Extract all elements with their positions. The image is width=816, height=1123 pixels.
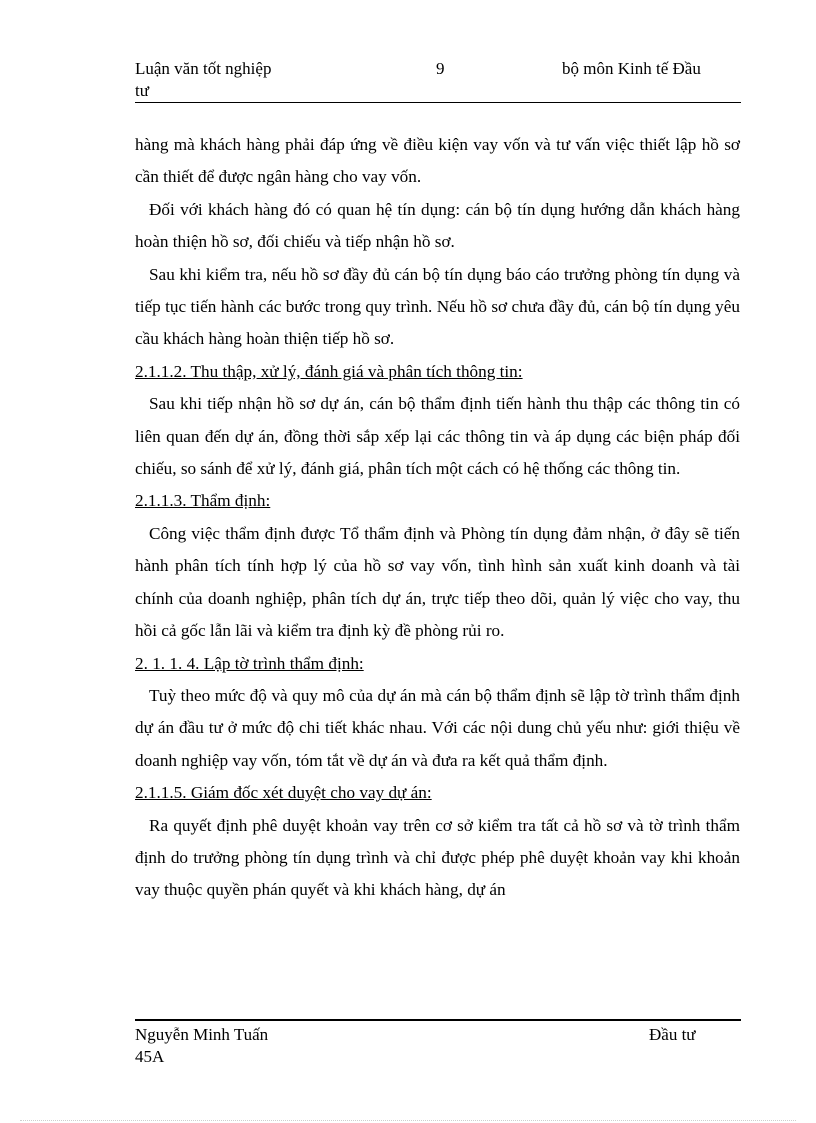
section-heading-2-1-1-2: 2.1.1.2. Thu thập, xử lý, đánh giá và phân tích thông tin: — [135, 361, 523, 381]
header-department: bộ môn Kinh tế Đầu — [562, 59, 701, 78]
paragraph-6: Tuỳ theo mức độ và quy mô của dự án mà cán bộ thẩm định sẽ lập tờ trình thẩm định dự án đầu tư ở mức độ chi tiết khác nhau. Với các nội dung chủ yếu như: giới thiệu về doanh nghiệp vay vốn, tóm tắt về dự án và đưa ra kết quả thẩm định. — [135, 685, 740, 770]
header-department-cont: tư — [135, 81, 149, 100]
paragraph-7: Ra quyết định phê duyệt khoản vay trên cơ sở kiểm tra tất cả hồ sơ và tờ trình thẩm định do trưởng phòng tín dụng trình và chỉ được phép phê duyệt khoản vay khi khoản vay thuộc quyền phán quyết và khi khách hàng, dự án — [135, 815, 740, 900]
section-heading-2-1-1-3: 2.1.1.3. Thẩm định: — [135, 491, 271, 511]
page-header — [135, 58, 741, 103]
paragraph-3: Sau khi kiểm tra, nếu hồ sơ đầy đủ cán bộ tín dụng báo cáo trưởng phòng tín dụng và tiếp tục tiến hành các bước trong quy trình. Nếu hồ sơ chưa đầy đủ, cán bộ tín dụng yêu cầu khách hàng hoàn thiện tiếp hồ sơ. — [135, 264, 740, 349]
paragraph-4: Sau khi tiếp nhận hồ sơ dự án, cán bộ thẩm định tiến hành thu thập các thông tin có liên quan đến dự án, đồng thời sắp xếp lại các thông tin và áp dụng các biện pháp đối chiếu, so sánh để xử lý, đánh giá, phân tích một cách có hệ thống các thông tin. — [135, 394, 740, 479]
header-thesis-title: Luận văn tốt nghiệp — [135, 59, 272, 78]
footer-class: 45A — [135, 1047, 165, 1066]
footer-divider — [135, 1019, 741, 1021]
footer-department: Đầu tư — [649, 1025, 696, 1044]
page-body — [135, 129, 740, 907]
page-number: 9 — [436, 59, 445, 78]
footer-author: Nguyễn Minh Tuấn — [135, 1025, 269, 1044]
paragraph-5: Công việc thẩm định được Tổ thẩm định và Phòng tín dụng đảm nhận, ở đây sẽ tiến hành phân tích tính hợp lý của hồ sơ vay vốn, tình hình sản xuất kinh doanh và tài chính của doanh nghiệp, phân tích dự án, trực tiếp theo dõi, quản lý việc cho vay, thu hồi cả gốc lẫn lãi và kiểm tra định kỳ đề phòng rủi ro. — [135, 523, 740, 641]
paragraph-2: Đối với khách hàng đó có quan hệ tín dụng: cán bộ tín dụng hướng dẫn khách hàng hoàn thiện hồ sơ, đối chiếu và tiếp nhận hồ sơ. — [135, 199, 740, 252]
section-heading-2-1-1-5: 2.1.1.5. Giám đốc xét duyệt cho vay dự án: — [135, 783, 432, 803]
paragraph-1: hàng mà khách hàng phải đáp ứng về điều kiện vay vốn và tư vấn việc thiết lập hồ sơ cần thiết để được ngân hàng cho vay vốn. — [135, 135, 740, 187]
page-edge-divider — [20, 1120, 796, 1121]
section-heading-2-1-1-4: 2. 1. 1. 4. Lập tờ trình thẩm định: — [135, 653, 364, 673]
